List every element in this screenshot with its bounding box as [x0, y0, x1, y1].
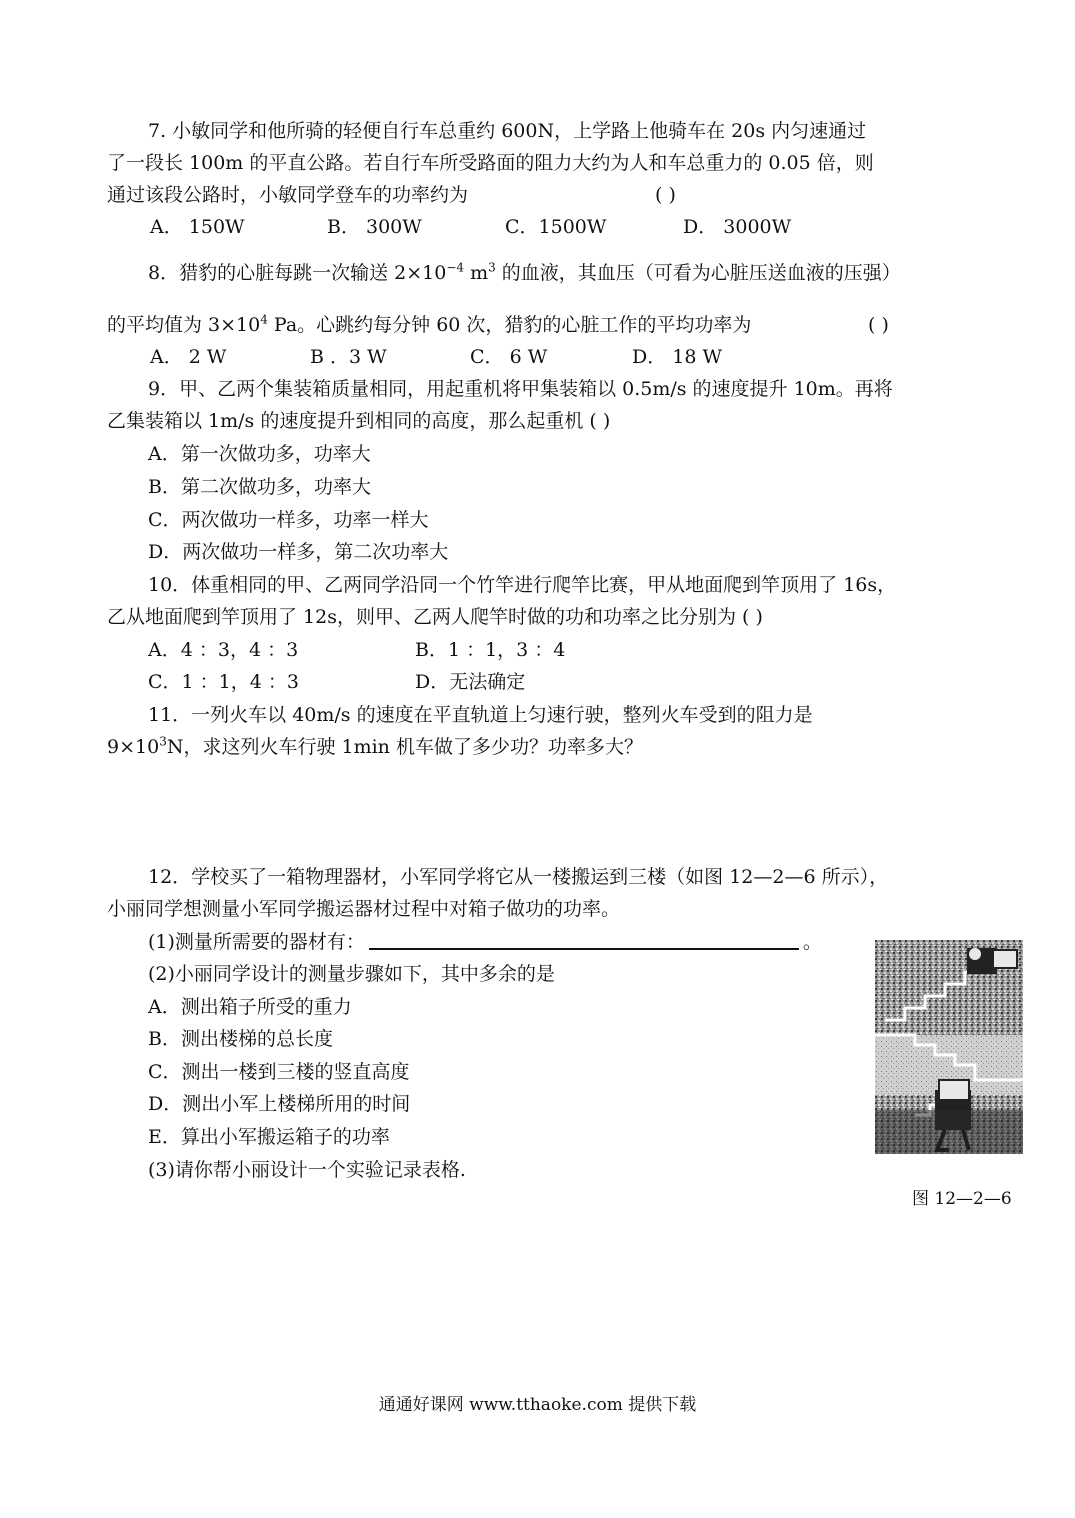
q8-line-1	[148, 260, 901, 286]
q8-options	[0, 344, 1075, 370]
figure-caption: 图 12—2—6	[912, 1189, 1012, 1209]
q11-line-2	[107, 734, 643, 760]
q10-line-2: 乙从地面爬到竿顶用了 12s，则甲、乙两人爬竿时做的功和功率之比分别为 ( )	[107, 606, 763, 628]
q7-line-3: 通过该段公路时，小敏同学登车的功率约为	[107, 184, 469, 206]
q7-option-c: C．1500W	[505, 216, 607, 238]
q9-option-c: C．两次做功一样多，功率一样大	[148, 509, 429, 531]
q12-sub-1-label: (1)测量所需要的器材有：	[148, 931, 365, 953]
q10-options-row-1	[0, 637, 1075, 663]
page-footer: 通通好课网 www.tthaoke.com 提供下载	[378, 1395, 697, 1415]
q7-option-a: A． 150W	[150, 216, 245, 238]
q8-line-1-exp: −4	[446, 260, 465, 275]
q11-line-2-exp: 3	[159, 734, 167, 749]
q12-line-2: 小丽同学想测量小军同学搬运器材过程中对箱子做功的功率。	[107, 898, 621, 920]
q12-sub-1-period: 。	[802, 931, 822, 953]
q8-line-2	[107, 312, 751, 338]
q10-options-row-2	[0, 669, 1075, 695]
q11-line-1: 11．一列火车以 40m/s 的速度在平直轨道上匀速行驶，整列火车受到的阻力是	[148, 704, 813, 726]
q9-option-b: B．第二次做功多，功率大	[148, 476, 371, 498]
q8-option-c: C． 6 W	[470, 346, 548, 368]
q10-option-c: C．1 ：1，4 ：3	[148, 671, 299, 693]
q10-line-1: 10．体重相同的甲、乙两同学沿同一个竹竿进行爬竿比赛，甲从地面爬到竿顶用了 16s，	[148, 574, 897, 596]
q7-line-2: 了一段长 100m 的平直公路。若自行车所受路面的阻力大约为人和车总重力的 0.05 倍，则	[107, 152, 874, 174]
q12-step-a: A．测出箱子所受的重力	[148, 996, 352, 1018]
q10-option-b: B．1 ：1，3 ：4	[415, 639, 566, 661]
q12-sub-3: (3)请你帮小丽设计一个实验记录表格.	[148, 1159, 466, 1181]
q12-step-e: E．算出小军搬运箱子的功率	[148, 1126, 390, 1148]
q10-option-a: A．4 ：3，4 ：3	[148, 639, 299, 661]
q12-step-b: B．测出楼梯的总长度	[148, 1028, 333, 1050]
q8-line-1-text-c: 的血液，其血压（可看为心脏压送血液的压强）	[495, 262, 901, 284]
q11-line-2-text-b: N，求这列火车行驶 1min 机车做了多少功？功率多大？	[166, 736, 643, 758]
q9-option-a: A．第一次做功多，功率大	[148, 443, 371, 465]
q7-line-1: 7. 小敏同学和他所骑的轻便自行车总重约 600N，上学路上他骑车在 20s 内匀速通过	[148, 120, 867, 142]
q7-option-d: D． 3000W	[683, 216, 792, 238]
q12-sub-2: (2)小丽同学设计的测量步骤如下，其中多余的是	[148, 963, 555, 985]
stairs-figure-image	[875, 940, 1023, 1154]
q8-line-1-text-a: 8．猎豹的心脏每跳一次输送 2×10	[148, 262, 447, 284]
q9-line-2: 乙集装箱以 1m/s 的速度提升到相同的高度，那么起重机 ( )	[107, 410, 611, 432]
q12-step-d: D．测出小军上楼梯所用的时间	[148, 1093, 411, 1115]
q8-option-a: A． 2 W	[150, 346, 227, 368]
q8-option-d: D． 18 W	[632, 346, 723, 368]
q12-step-c: C．测出一楼到三楼的竖直高度	[148, 1061, 410, 1083]
q8-option-b: B ．3 W	[310, 346, 387, 368]
q7-option-b: B． 300W	[327, 216, 422, 238]
q7-answer-bracket: ( )	[655, 184, 676, 206]
q9-option-d: D．两次做功一样多，第二次功率大	[148, 541, 449, 563]
q10-option-d: D．无法确定	[415, 671, 526, 693]
q8-line-1-text-b: m	[464, 262, 489, 284]
q8-line-1-exp2: 3	[488, 260, 496, 275]
q12-answer-blank[interactable]	[369, 930, 799, 950]
q8-line-2-text-a: 的平均值为 3×10	[107, 314, 261, 336]
q11-line-2-text-a: 9×10	[107, 736, 160, 758]
q12-line-1: 12．学校买了一箱物理器材，小军同学将它从一楼搬运到三楼（如图 12—2—6 所示），	[148, 866, 889, 888]
q8-line-2-exp: 4	[260, 312, 268, 327]
q12-sub-1	[148, 929, 822, 955]
q7-options	[0, 214, 1075, 240]
q8-answer-bracket: ( )	[868, 314, 889, 336]
q9-line-1: 9．甲、乙两个集装箱质量相同，用起重机将甲集装箱以 0.5m/s 的速度提升 10m。再将	[148, 378, 893, 400]
q8-line-2-text-b: Pa。心跳约每分钟 60 次，猎豹的心脏工作的平均功率为	[267, 314, 752, 336]
